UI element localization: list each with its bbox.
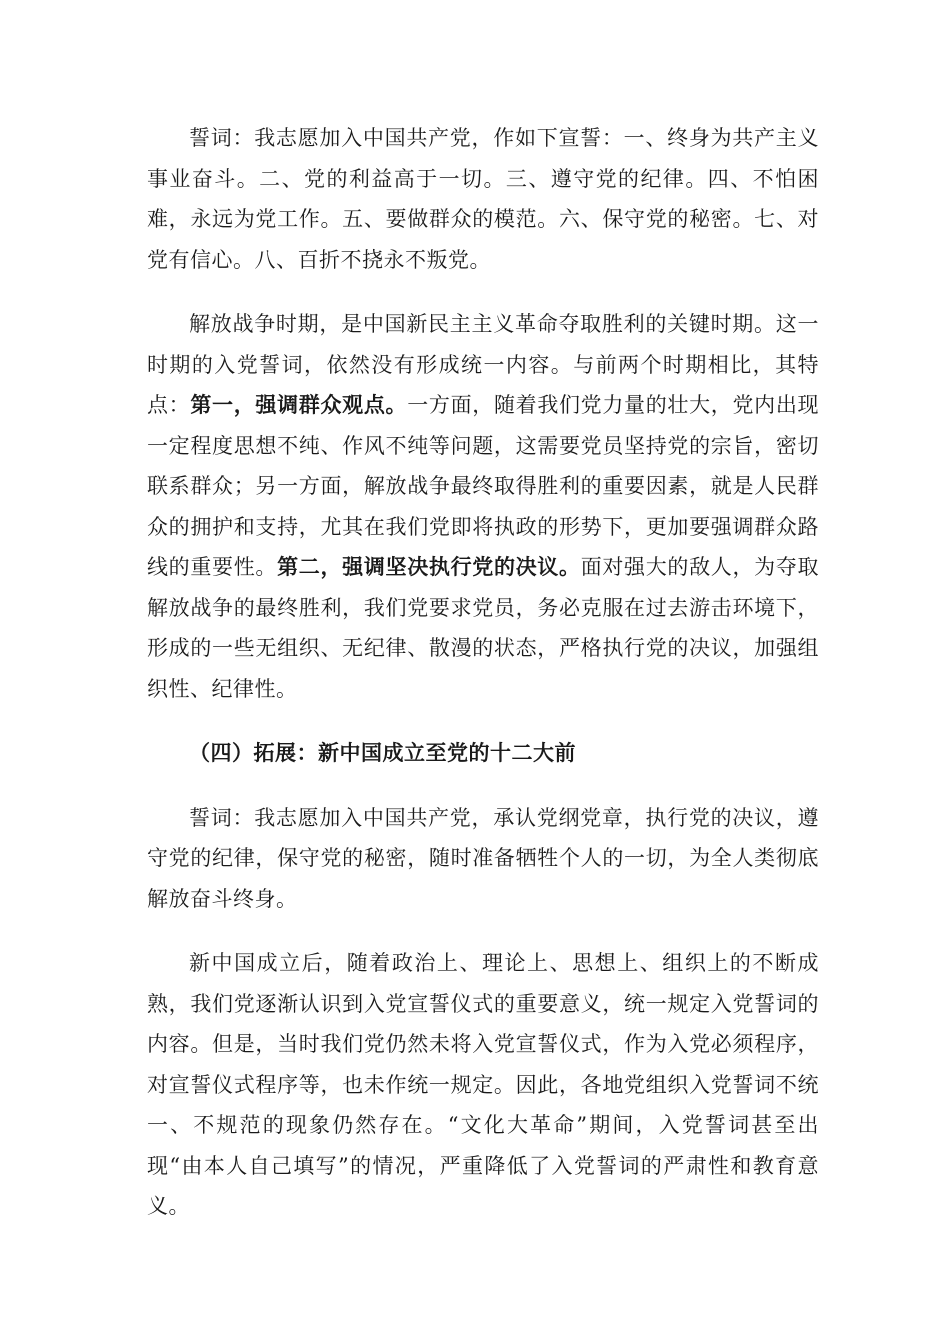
oath-paragraph-2: 誓词：我志愿加入中国共产党，承认党纲党章，执行党的决议，遵守党的纪律，保守党的秘密，随时准备牺牲个人的一切，为全人类彻底解放奋斗终身。 — [147, 805, 819, 911]
paragraph-gap — [147, 709, 819, 733]
bold-point-2: 第二，强调坚决执行党的决议。 — [277, 555, 581, 579]
liberation-war-paragraph — [147, 304, 819, 709]
paragraph-gap — [147, 919, 819, 943]
bold-point-1: 第一，强调群众观点。 — [190, 393, 408, 417]
paragraph-gap — [147, 280, 819, 304]
oath-paragraph-1: 誓词：我志愿加入中国共产党，作如下宣誓：一、终身为共产主义事业奋斗。二、党的利益高于一切。三、遵守党的纪律。四、不怕困难，永远为党工作。五、要做群众的模范。六、保守党的秘密。七、对党有信心。八、百折不挠永不叛党。 — [147, 126, 819, 272]
paragraph-text: 面对强大的敌人，为夺取解放战争的最终胜利，我们党要求党员，务必克服在过去游击环境下，形成的一些无组织、无纪律、散漫的状态，严格执行党的决议，加强组织性、纪律性。 — [147, 555, 820, 701]
section-heading: （四）拓展：新中国成立至党的十二大前 — [189, 741, 576, 765]
paragraph-text: 一方面，随着我们党力量的壮大，党内出现一定程度思想不纯、作风不纯等问题，这需要党员坚持党的宗旨，密切联系群众；另一方面，解放战争最终取得胜利的重要因素，就是人民群众的拥护和支持，尤其在我们党即将执政的形势下，更加要强调群众路线的重要性。 — [147, 393, 820, 579]
paragraph-text: 解放战争时期，是中国新民主主义革命夺取胜利的关键时期。这一时期的入党誓词，依然没有形成统一内容。与前两个时期相比，其特点： — [147, 312, 819, 417]
new-china-paragraph: 新中国成立后，随着政治上、理论上、思想上、组织上的不断成熟，我们党逐渐认识到入党宣誓仪式的重要意义，统一规定入党誓词的内容。但是，当时我们党仍然未将入党宣誓仪式，作为入党必须程序，对宣誓仪式程序等，也未作统一规定。因此，各地党组织入党誓词不统一、不规范的现象仍然存在。“文化大革命”期间，入党誓词甚至出现“由本人自己填写”的情况，严重降低了入党誓词的严肃性和教育意义。 — [147, 951, 819, 1218]
paragraph-gap — [147, 774, 819, 798]
document-page — [147, 118, 819, 1227]
